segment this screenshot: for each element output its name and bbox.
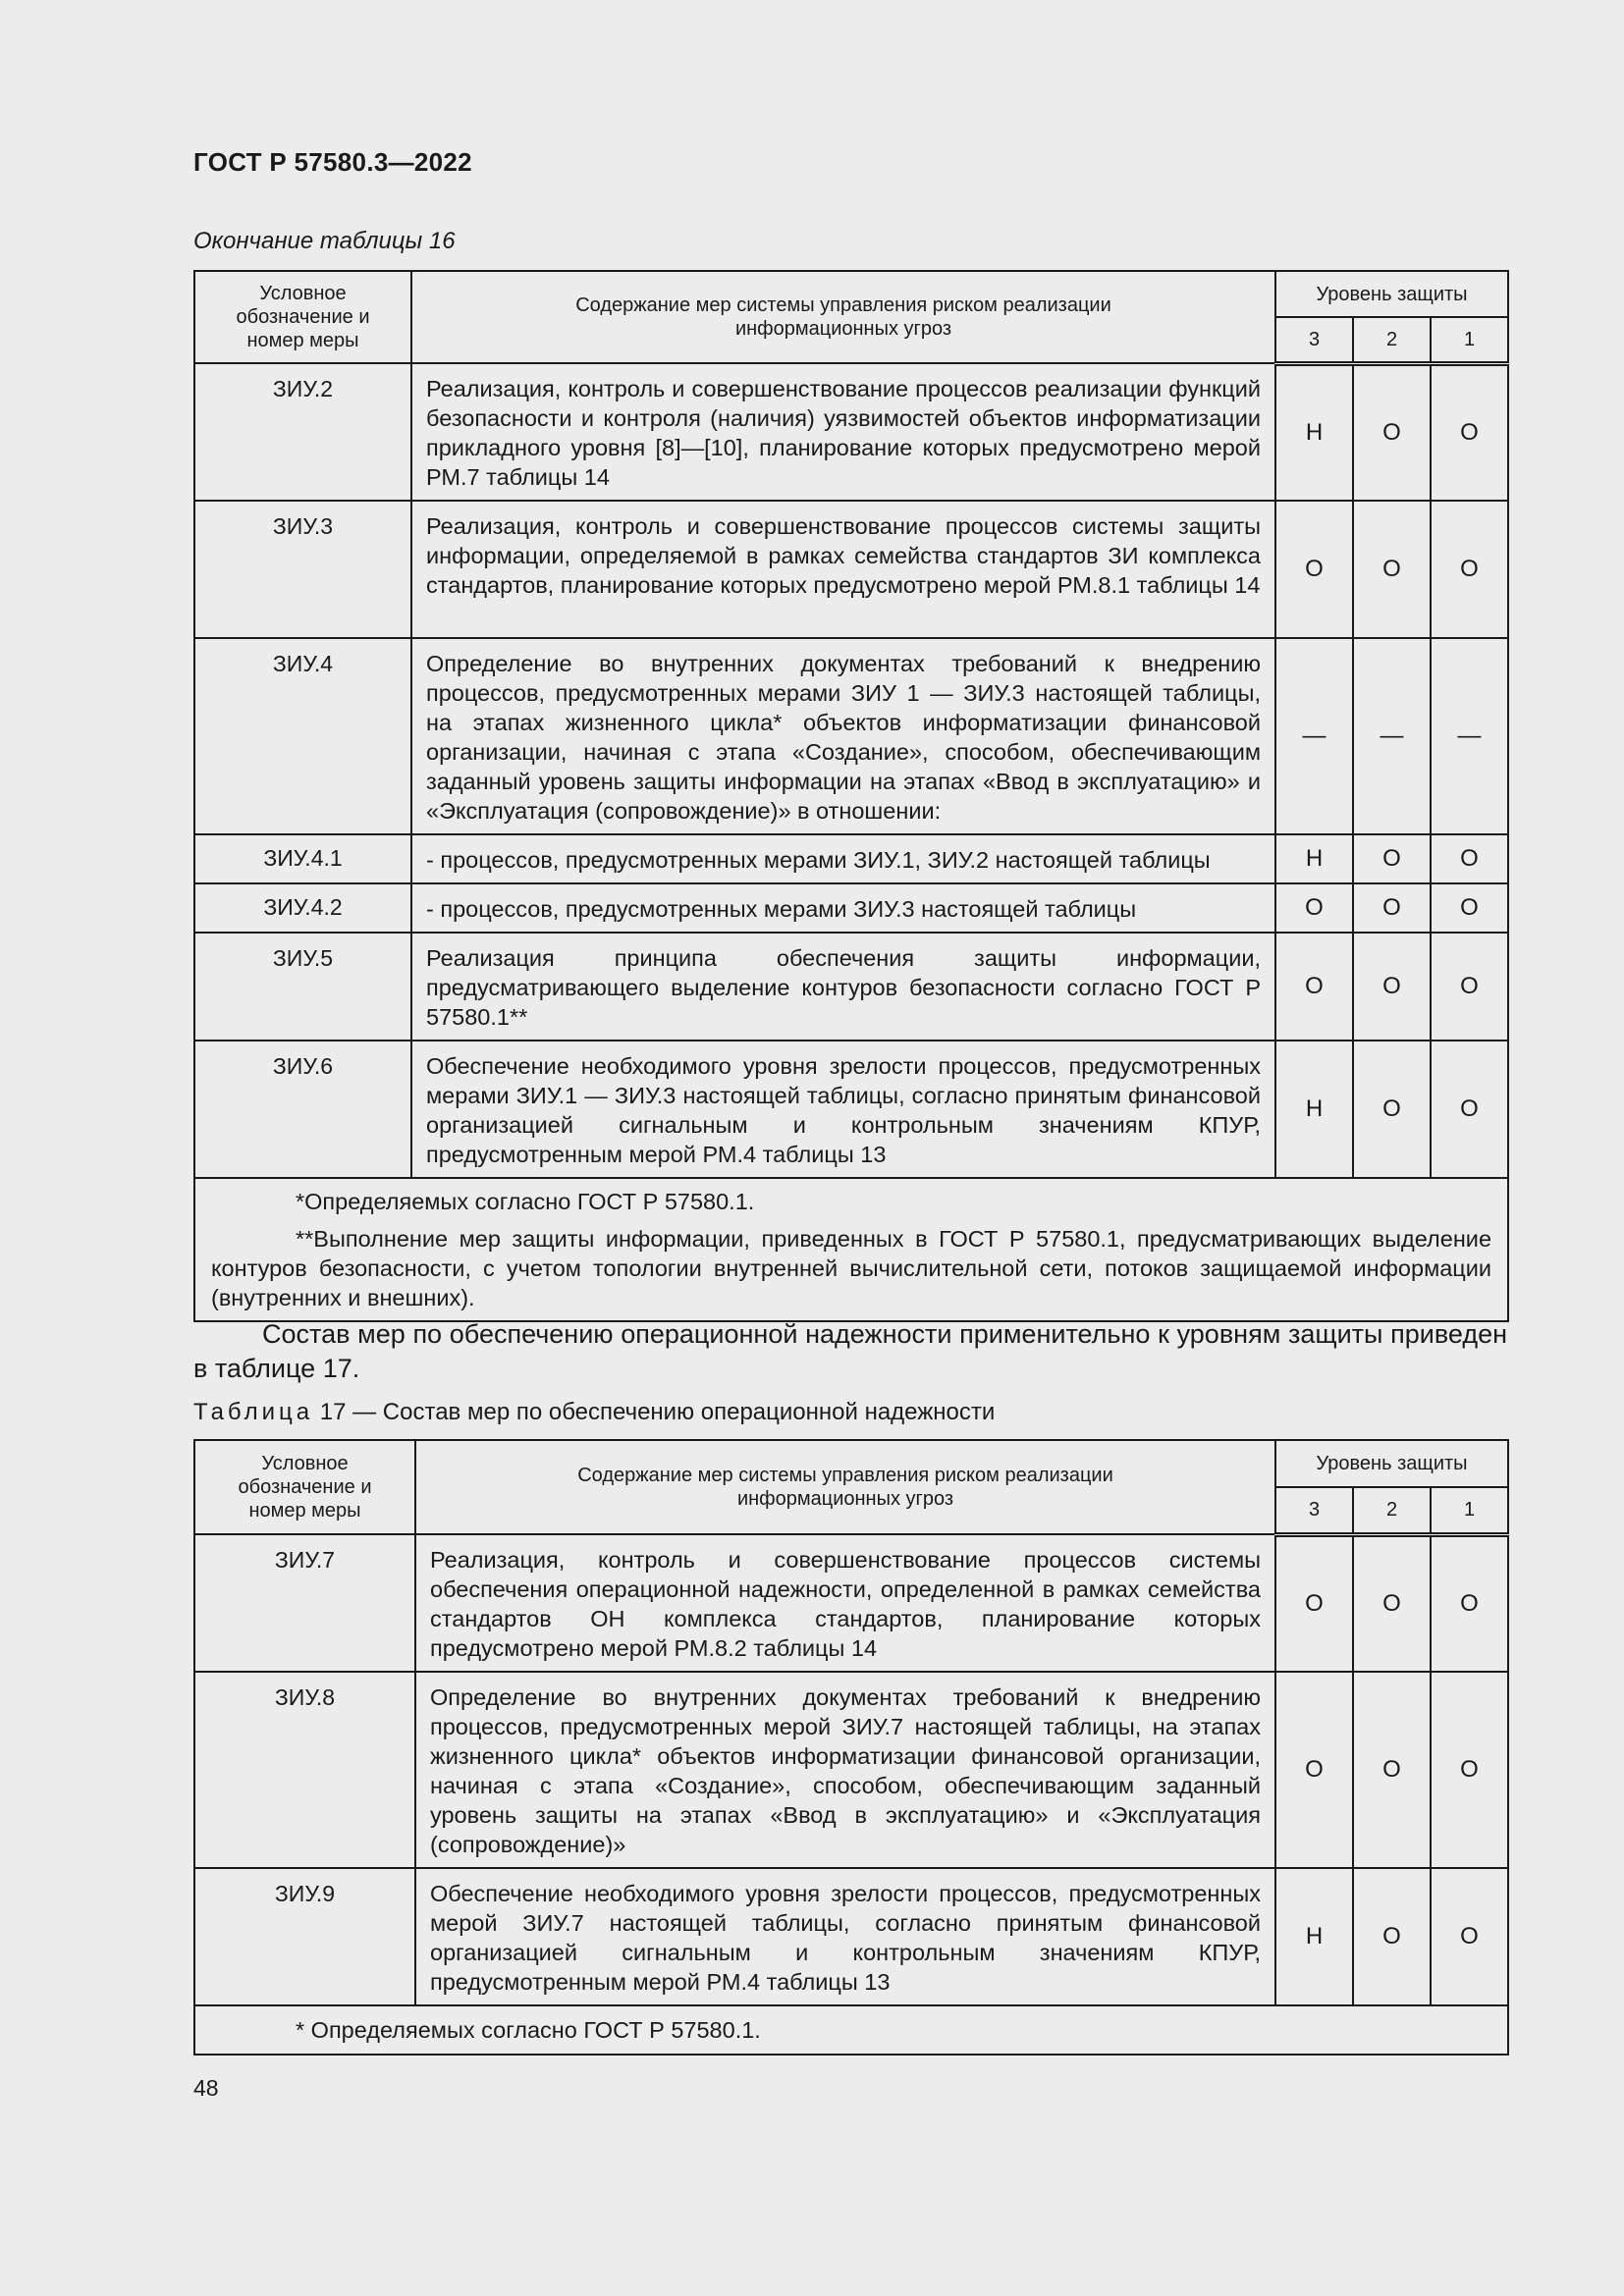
column-header-level-2: 2 (1353, 1487, 1431, 1534)
footnote-row (194, 1178, 1508, 1321)
level-2-value: О (1353, 883, 1431, 933)
table-row (194, 501, 1508, 638)
level-3-value: О (1275, 501, 1353, 638)
measure-code: ЗИУ.5 (194, 933, 411, 1041)
measure-code: ЗИУ.6 (194, 1041, 411, 1178)
column-header-level-3: 3 (1275, 1487, 1353, 1534)
footnote-row (194, 2005, 1508, 2055)
level-3-value: Н (1275, 363, 1353, 501)
measure-content: Обеспечение необходимого уровня зрелости процессов, предусмотренных мерой ЗИУ.7 настоящей таблицы, согласно принятым финансовой организацией сигнальным и контрольным значениям КПУР, предусмотренным мерой РМ.4 таблицы 13 (415, 1868, 1275, 2005)
level-3-value: — (1275, 638, 1353, 834)
level-1-value: О (1431, 1868, 1508, 2005)
body-paragraph: Состав мер по обеспечению операционной надежности применительно к уровням защиты приведен в таблице 17. (193, 1319, 1507, 1383)
measure-content: Реализация, контроль и совершенствование процессов системы защиты информации, определяемой в рамках семейства стандартов ЗИ комплекса стандартов, планирование которых предусмотрено мерой РМ.8.1 таблицы 14 (411, 501, 1275, 638)
level-3-value: О (1275, 1534, 1353, 1672)
footnote: *Определяемых согласно ГОСТ Р 57580.1. (296, 1189, 755, 1214)
table17-caption-title: 17 — Состав мер по обеспечению операционной надежности (313, 1399, 996, 1425)
column-header-level-group: Уровень защиты (1275, 271, 1508, 317)
footnote: * Определяемых согласно ГОСТ Р 57580.1. (296, 2017, 761, 2043)
table-17 (193, 1439, 1509, 2056)
level-2-value: О (1353, 933, 1431, 1041)
level-1-value: — (1431, 638, 1508, 834)
measure-content: - процессов, предусмотренных мерами ЗИУ.1, ЗИУ.2 настоящей таблицы (411, 834, 1275, 883)
level-1-value: О (1431, 1672, 1508, 1868)
level-2-value: О (1353, 1534, 1431, 1672)
level-2-value: О (1353, 501, 1431, 638)
measure-code: ЗИУ.9 (194, 1868, 415, 2005)
column-header-level-3: 3 (1275, 317, 1353, 363)
measure-code: ЗИУ.4 (194, 638, 411, 834)
column-header-content: Содержание мер системы управления риском реализации информационных угроз (415, 1440, 1275, 1534)
column-header-level-1: 1 (1431, 317, 1508, 363)
level-1-value: О (1431, 1041, 1508, 1178)
level-3-value: Н (1275, 1041, 1353, 1178)
page-number: 48 (193, 2075, 219, 2101)
level-1-value: О (1431, 834, 1508, 883)
table-row (194, 1868, 1508, 2005)
table-row (194, 638, 1508, 834)
table-row (194, 363, 1508, 501)
level-2-value: — (1353, 638, 1431, 834)
measure-content: Определение во внутренних документах требований к внедрению процессов, предусмотренных мерами ЗИУ 1 — ЗИУ.3 настоящей таблицы, на этапах жизненного цикла* объектов информатизации финансовой организации, начиная с этапа «Создание», способом, обеспечивающим заданный уровень защиты информации на этапах «Ввод в эксплуатацию» и «Эксплуатация (сопровождение)» в отношении: (411, 638, 1275, 834)
table-row (194, 1041, 1508, 1178)
measure-content: Реализация принципа обеспечения защиты информации, предусматривающего выделение контуров безопасности согласно ГОСТ Р 57580.1** (411, 933, 1275, 1041)
measure-code: ЗИУ.4.1 (194, 834, 411, 883)
column-header-level-group: Уровень защиты (1275, 1440, 1508, 1487)
table-row (194, 1534, 1508, 1672)
level-2-value: О (1353, 1041, 1431, 1178)
table-footnotes (194, 1178, 1508, 1321)
level-3-value: О (1275, 883, 1353, 933)
table-row (194, 1672, 1508, 1868)
column-header-content: Содержание мер системы управления риском реализации информационных угроз (411, 271, 1275, 363)
table-16 (193, 270, 1509, 1322)
measure-code: ЗИУ.2 (194, 363, 411, 501)
level-2-value: О (1353, 363, 1431, 501)
level-1-value: О (1431, 501, 1508, 638)
measure-code: ЗИУ.8 (194, 1672, 415, 1868)
level-2-value: О (1353, 1672, 1431, 1868)
table-footnotes (194, 2005, 1508, 2055)
column-header-level-1: 1 (1431, 1487, 1508, 1534)
measure-content: - процессов, предусмотренных мерами ЗИУ.3 настоящей таблицы (411, 883, 1275, 933)
measure-code: ЗИУ.3 (194, 501, 411, 638)
level-1-value: О (1431, 1534, 1508, 1672)
table-row (194, 933, 1508, 1041)
measure-code: ЗИУ.4.2 (194, 883, 411, 933)
level-1-value: О (1431, 883, 1508, 933)
measure-code: ЗИУ.7 (194, 1534, 415, 1672)
level-3-value: О (1275, 1672, 1353, 1868)
table-row (194, 834, 1508, 883)
table16-caption: Окончание таблицы 16 (193, 228, 456, 254)
footnote: **Выполнение мер защиты информации, приведенных в ГОСТ Р 57580.1, предусматривающих выделение контуров безопасности, с учетом топологии внутренней вычислительной сети, потоков защищаемой информации (внутренних и внешних). (211, 1226, 1492, 1310)
document-header: ГОСТ Р 57580.3—2022 (193, 147, 472, 177)
level-2-value: О (1353, 1868, 1431, 2005)
measure-content: Определение во внутренних документах требований к внедрению процессов, предусмотренных мерой ЗИУ.7 настоящей таблицы, на этапах жизненного цикла* объектов информатизации финансовой организации, начиная с этапа «Создание», способом, обеспечивающим заданный уровень защиты на этапах «Ввод в эксплуатацию» и «Эксплуатация (сопровождение)» (415, 1672, 1275, 1868)
measure-content: Реализация, контроль и совершенствование процессов реализации функций безопасности и контроля (наличия) уязвимостей объектов информатизации прикладного уровня [8]—[10], планирование которых предусмотрено мерой РМ.7 таблицы 14 (411, 363, 1275, 501)
measure-content: Обеспечение необходимого уровня зрелости процессов, предусмотренных мерами ЗИУ.1 — ЗИУ.3 настоящей таблицы, согласно принятым финансовой организацией сигнальным и контрольным значениям КПУР, предусмотренным мерой РМ.4 таблицы 13 (411, 1041, 1275, 1178)
level-2-value: О (1353, 834, 1431, 883)
measure-content: Реализация, контроль и совершенствование процессов системы обеспечения операционной надежности, определенной в рамках семейства стандартов ОН комплекса стандартов, планирование которых предусмотрено мерой РМ.8.2 таблицы 14 (415, 1534, 1275, 1672)
table-row (194, 883, 1508, 933)
level-1-value: О (1431, 933, 1508, 1041)
level-3-value: О (1275, 933, 1353, 1041)
level-1-value: О (1431, 363, 1508, 501)
column-header-level-2: 2 (1353, 317, 1431, 363)
level-3-value: Н (1275, 1868, 1353, 2005)
level-3-value: Н (1275, 834, 1353, 883)
table17-caption-label: Таблица (193, 1399, 314, 1425)
column-header-code: Условное обозначение и номер меры (194, 1440, 415, 1534)
table17-caption (193, 1399, 995, 1426)
column-header-code: Условное обозначение и номер меры (194, 271, 411, 363)
